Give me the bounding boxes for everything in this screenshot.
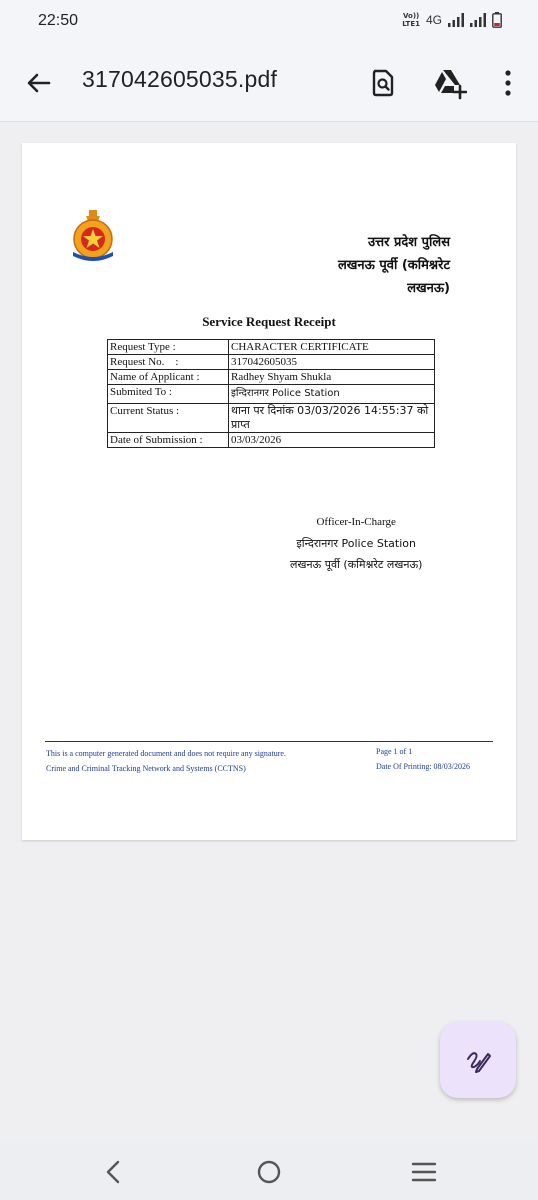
row-key: Date of Submission : xyxy=(108,433,229,448)
officer-station: इन्दिरानगर Police Station xyxy=(296,537,416,550)
system-nav-bar xyxy=(0,1142,538,1200)
officer-title: Officer-In-Charge xyxy=(316,516,396,528)
row-value: इन्दिरानगर Police Station xyxy=(229,385,435,404)
dept-line-1: उत्तर प्रदेश पुलिस xyxy=(368,235,450,250)
back-arrow-icon[interactable] xyxy=(22,66,56,100)
volte-icon xyxy=(402,12,420,28)
footer-divider xyxy=(45,741,493,742)
battery-icon xyxy=(492,12,502,28)
receipt-title: Service Request Receipt xyxy=(202,314,336,329)
app-bar xyxy=(0,44,538,122)
pdf-page xyxy=(22,143,516,840)
row-key: Request Type : xyxy=(108,340,229,355)
table-row xyxy=(108,370,435,385)
more-options-icon[interactable] xyxy=(491,66,525,100)
nav-back-icon[interactable] xyxy=(98,1156,130,1188)
footer-page-info xyxy=(376,744,470,774)
status-time: 22:50 xyxy=(38,12,79,29)
search-in-document-icon[interactable] xyxy=(366,66,400,100)
footer-notes xyxy=(46,746,286,776)
officer-district: लखनऊ पूर्वी (कमिश्नरेट लखनऊ) xyxy=(290,558,423,571)
volte-top: Vo)) xyxy=(402,12,420,20)
row-value: CHARACTER CERTIFICATE xyxy=(229,340,435,355)
up-police-emblem-icon xyxy=(68,208,118,264)
footer-system: Crime and Criminal Tracking Network and Systems (CCTNS) xyxy=(46,764,246,773)
add-to-drive-icon[interactable] xyxy=(433,66,467,100)
row-value: 03/03/2026 xyxy=(229,433,435,448)
row-key: Submited To : xyxy=(108,385,229,404)
table-row xyxy=(108,385,435,404)
nav-home-icon[interactable] xyxy=(253,1156,285,1188)
table-row xyxy=(108,355,435,370)
row-value: 317042605035 xyxy=(229,355,435,370)
row-key: Request No. : xyxy=(108,355,229,370)
nav-recents-icon[interactable] xyxy=(408,1156,440,1188)
row-value: Radhey Shyam Shukla xyxy=(229,370,435,385)
dept-line-3: लखनऊ) xyxy=(407,281,450,296)
pen-scribble-icon xyxy=(463,1045,493,1075)
network-type: 4G xyxy=(425,13,442,27)
department-header xyxy=(338,231,450,300)
footer-note: This is a computer generated document and does not require any signature. xyxy=(46,749,286,758)
row-key: Name of Applicant : xyxy=(108,370,229,385)
status-bar xyxy=(0,0,538,44)
officer-signature-block xyxy=(290,512,422,575)
signal-strength-icon xyxy=(448,13,464,27)
signal-strength-2-icon xyxy=(470,13,486,27)
file-name-title: 317042605035.pdf xyxy=(82,66,278,92)
page-number: Page 1 of 1 xyxy=(376,747,413,756)
dept-line-2: लखनऊ पूर्वी (कमिश्नरेट xyxy=(337,258,450,273)
row-key: Current Status : xyxy=(108,404,229,433)
table-row xyxy=(108,433,435,448)
table-row xyxy=(108,404,435,433)
annotate-fab-button[interactable] xyxy=(440,1022,516,1098)
receipt-details-table xyxy=(107,339,435,448)
row-value: थाना पर दिनांक 03/03/2026 14:55:37 को प्राप्त xyxy=(229,404,435,433)
print-date: Date Of Printing: 08/03/2026 xyxy=(376,762,470,771)
volte-bottom: LTE1 xyxy=(402,20,420,28)
table-row xyxy=(108,340,435,355)
status-icons xyxy=(402,12,502,28)
